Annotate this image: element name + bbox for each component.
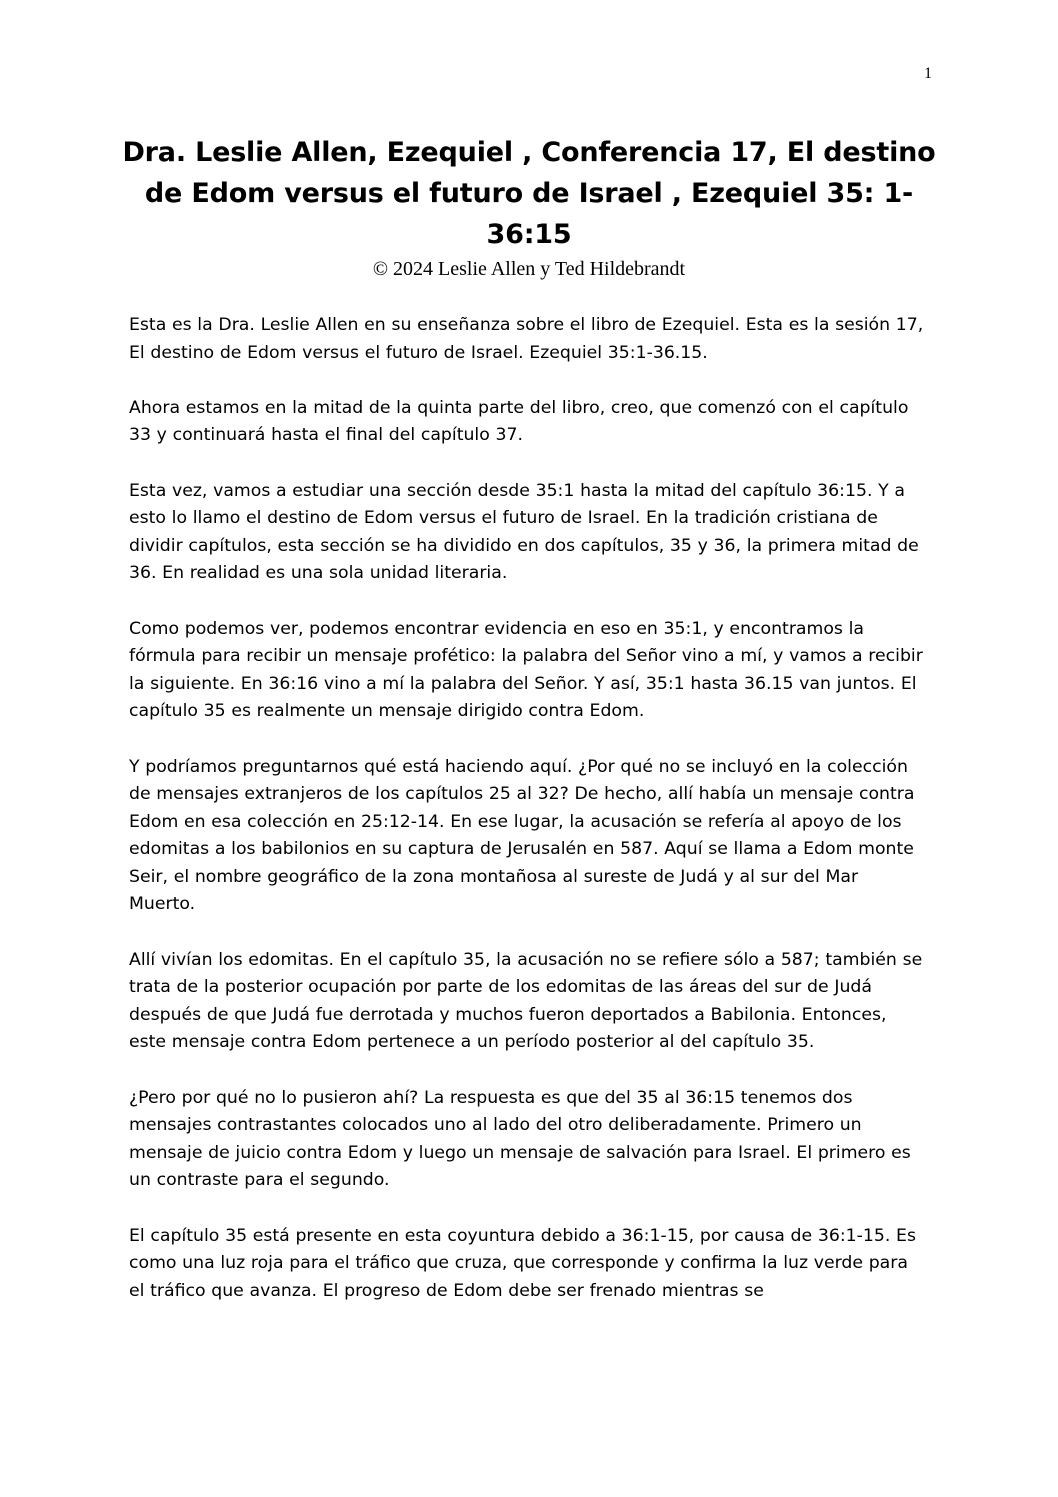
paragraph: El capítulo 35 está presente en esta coyuntura debido a 36:1-15, por causa de 36:1-15. Es como una luz roja para el tráfico que cruza, que corresponde y confirma la luz verde para el tráfico que avanza. El progreso de Edom debe ser frenado mientras se — [129, 1225, 916, 1301]
paragraph: Allí vivían los edomitas. En el capítulo 35, la acusación no se refiere sólo a 587; también se trata de la posterior ocupación por parte de los edomitas de las áreas del sur de Judá después de que Judá fue derrotada y muchos fueron deportados a Babilonia. Entonces, este mensaje contra Edom pertenece a un período posterior al del capítulo 35. — [129, 949, 923, 1053]
paragraph: ¿Pero por qué no lo pusieron ahí? La respuesta es que del 35 al 36:15 tenemos dos mensajes contrastantes colocados uno al lado del otro deliberadamente. Primero un mensaje de juicio contra Edom y luego un mensaje de salvación para Israel. El primero es un contraste para el segundo. — [129, 1087, 911, 1191]
paragraph: Esta vez, vamos a estudiar una sección desde 35:1 hasta la mitad del capítulo 36:15. Y a esto lo llamo el destino de Edom versus el futuro de Israel. En la tradición cristiana de dividir capítulos, esta sección se ha dividido en dos capítulos, 35 y 36, la primera mitad de 36. En realidad es una sola unidad literaria. — [129, 480, 919, 584]
document-title: Dra. Leslie Allen, Ezequiel , Conferencia 17, El destino de Edom versus el futuro de Israel , Ezequiel 35: 1-36:15 — [122, 137, 936, 250]
page-number: 1 — [924, 65, 932, 82]
document-body — [129, 312, 929, 1333]
paragraph: Como podemos ver, podemos encontrar evidencia en eso en 35:1, y encontramos la fórmula para recibir un mensaje profético: la palabra del Señor vino a mí, y vamos a recibir la siguiente. En 36:16 vino a mí la palabra del Señor. Y así, 35:1 hasta 36.15 van juntos. El capítulo 35 es realmente un mensaje dirigido contra Edom. — [129, 618, 923, 722]
paragraph: Ahora estamos en la mitad de la quinta parte del libro, creo, que comenzó con el capítulo 33 y continuará hasta el final del capítulo 37. — [129, 397, 909, 446]
paragraph: Y podríamos preguntarnos qué está haciendo aquí. ¿Por qué no se incluyó en la colección de mensajes extranjeros de los capítulos 25 al 32? De hecho, allí había un mensaje contra Edom en esa colección en 25:12-14. En ese lugar, la acusación se refería al apoyo de los edomitas a los babilonios en su captura de Jerusalén en 587. Aquí se llama a Edom monte Seir, el nombre geográfico de la zona montañosa al sureste de Judá y al sur del Mar Muerto. — [129, 756, 915, 915]
copyright-line: © 2024 Leslie Allen y Ted Hildebrandt — [372, 258, 686, 280]
paragraph: Esta es la Dra. Leslie Allen en su enseñanza sobre el libro de Ezequiel. Esta es la sesión 17, El destino de Edom versus el futuro de Israel. Ezequiel 35:1-36.15. — [129, 315, 924, 363]
